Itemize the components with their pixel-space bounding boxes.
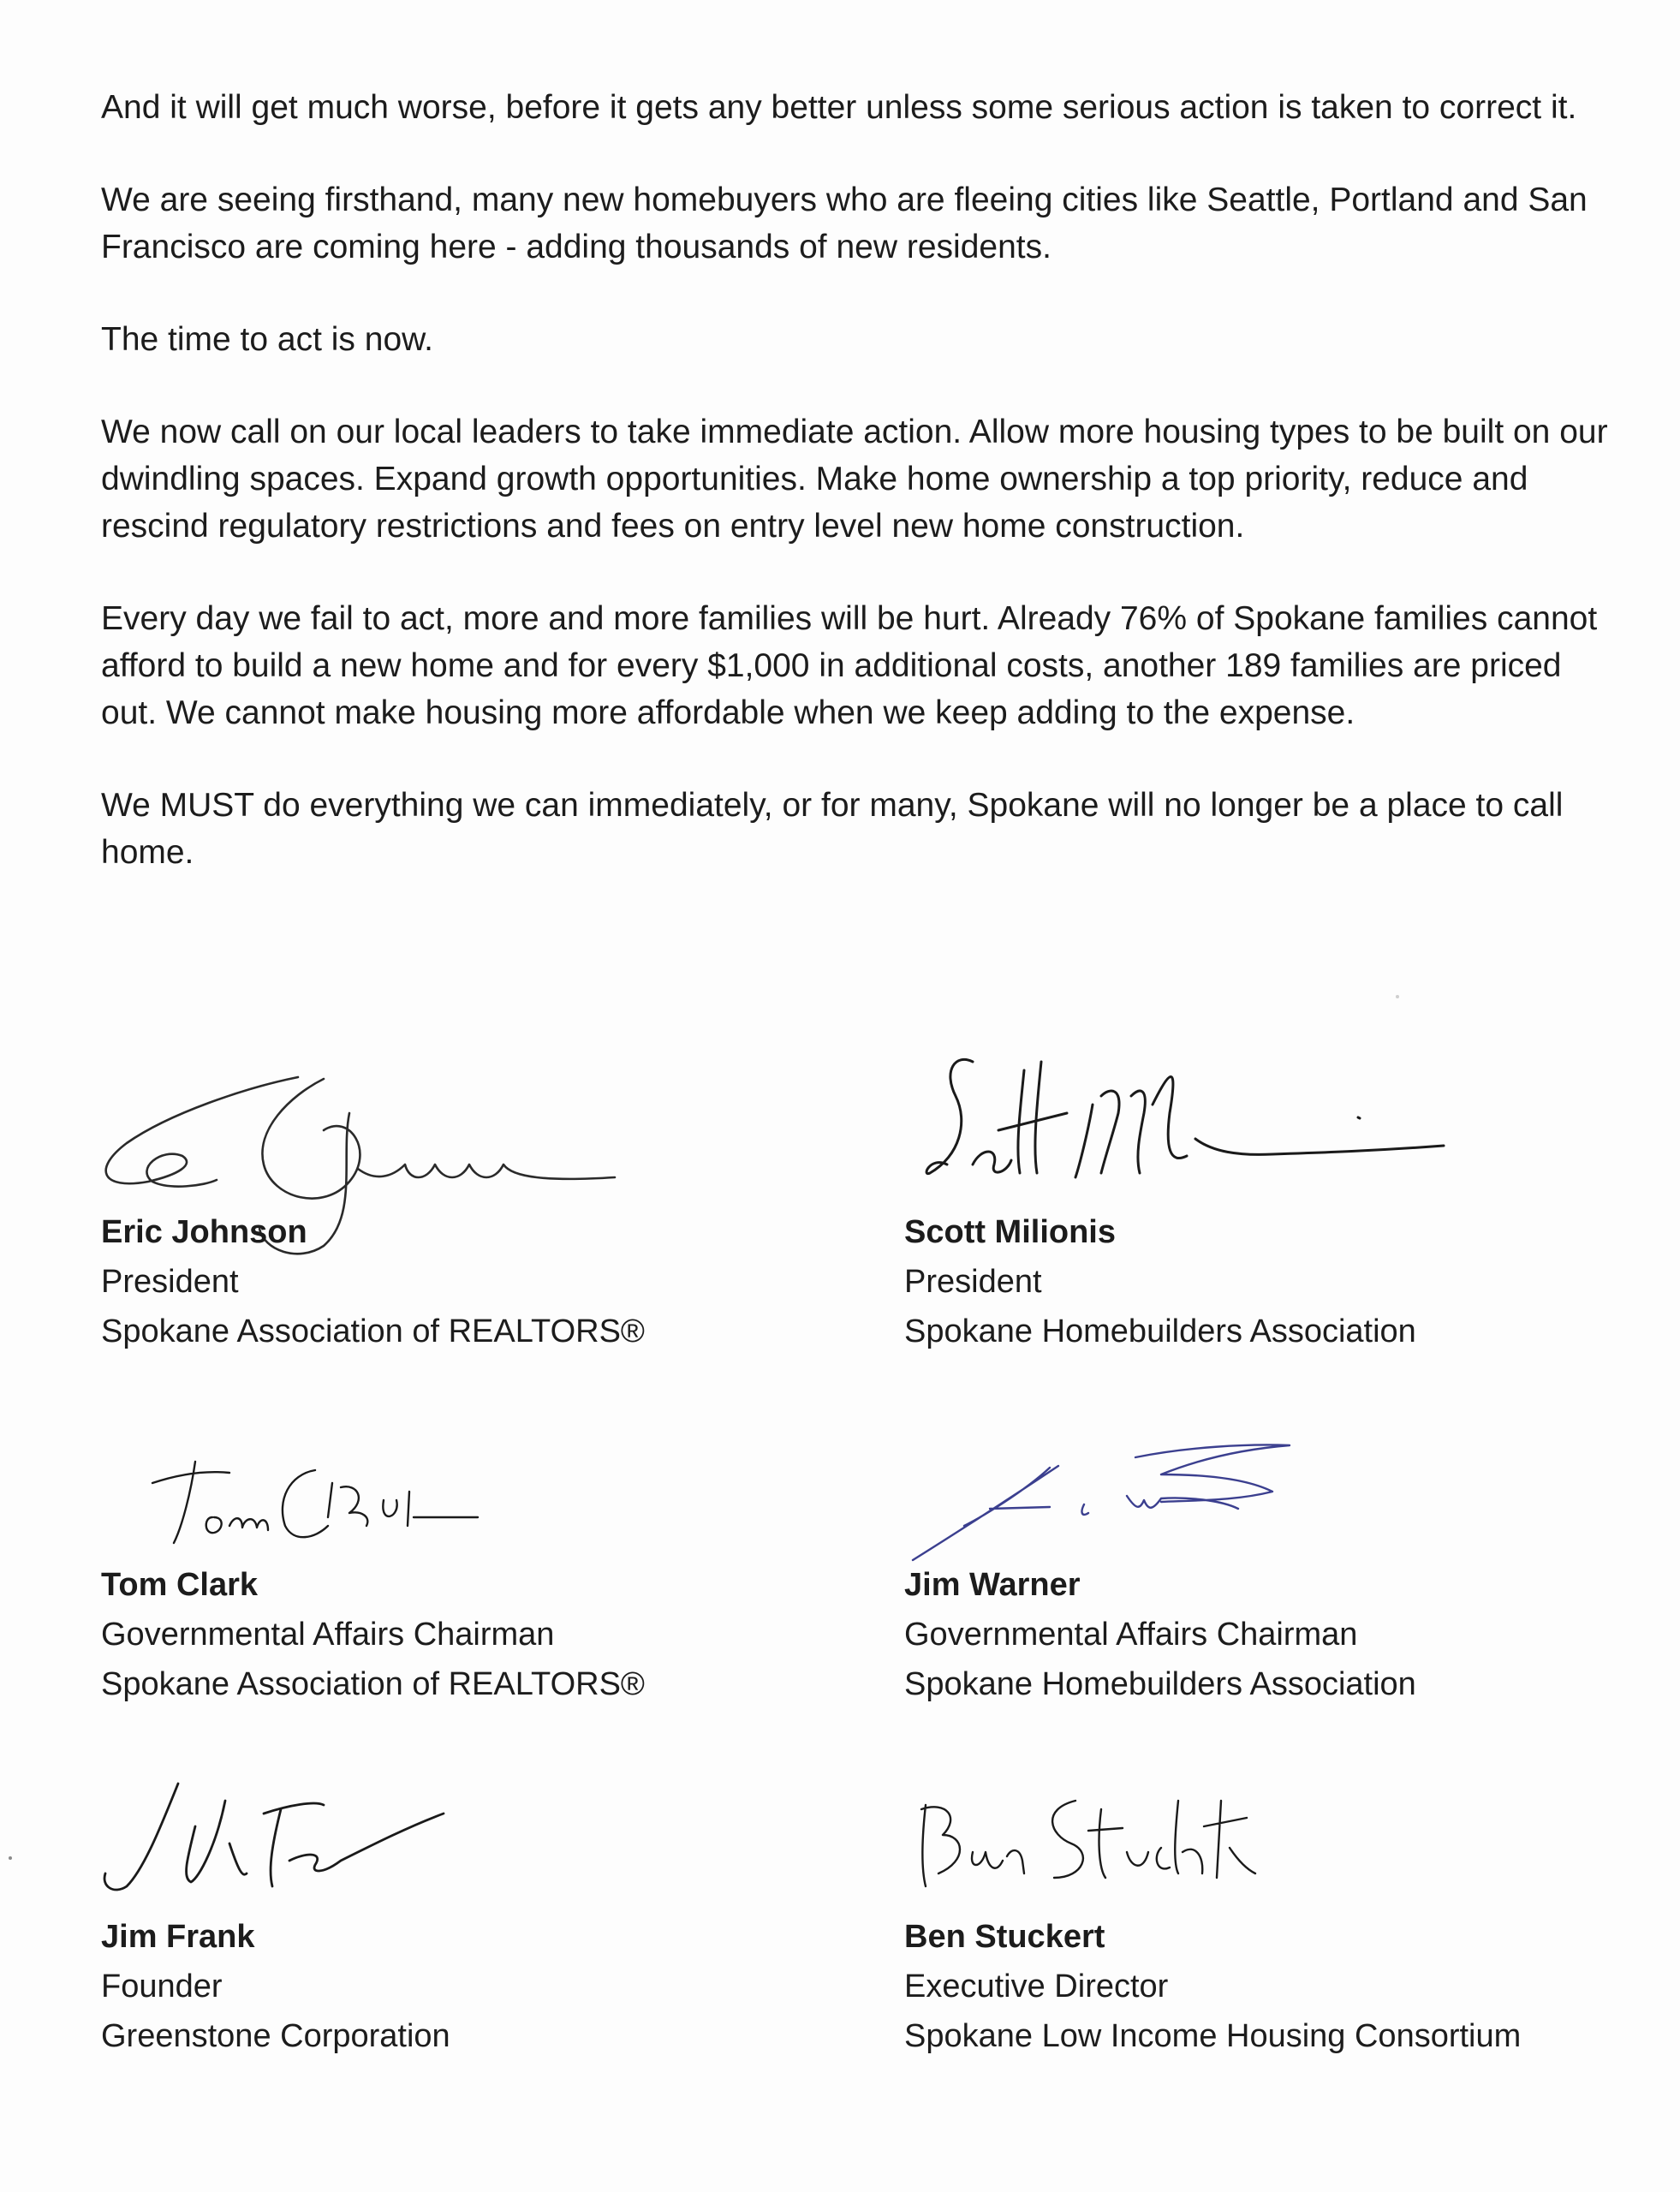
signature-stroke [926, 1059, 1444, 1177]
signature-block-scott-milionis [904, 1207, 1606, 1356]
signature-block-ben-stuckert [904, 1912, 1606, 2061]
paragraph: We are seeing firsthand, many new homebuyers who are fleeing cities like Seattle, Portland and San Francisco are coming here - adding thousands of new residents. [101, 182, 1588, 265]
signatory-title: Founder [101, 1969, 223, 2004]
paragraph: Every day we fail to act, more and more families will be hurt. Already 76% of Spokane families cannot afford to build a new home and for every $1,000 in additional costs, another 189 families are priced out. We cannot make housing more affordable when we keep adding to the expense. [101, 600, 1598, 731]
signature-block-jim-warner [904, 1560, 1606, 1709]
signatory-organization: Spokane Association of REALTORS® [101, 1313, 645, 1349]
signatory-title: Executive Director [904, 1969, 1169, 2004]
signatory-name: Ben Stuckert [904, 1919, 1105, 1955]
signatory-organization: Spokane Homebuilders Association [904, 1313, 1416, 1349]
signatory-name: Tom Clark [101, 1567, 259, 1603]
signatory-name: Jim Warner [904, 1567, 1081, 1603]
signatory-title: Governmental Affairs Chairman [101, 1617, 555, 1653]
signatory-title: President [101, 1264, 239, 1300]
signatory-title: Governmental Affairs Chairman [904, 1617, 1358, 1653]
signatory-name: Jim Frank [101, 1919, 255, 1955]
signatory-organization: Spokane Homebuilders Association [904, 1666, 1416, 1702]
paragraph: The time to act is now. [101, 321, 434, 358]
scan-speck [1396, 995, 1399, 998]
signature-block-jim-frank [101, 1912, 803, 2061]
paragraph: And it will get much worse, before it gets any better unless some serious action is taken to correct it. [101, 89, 1577, 126]
signatory-name: Scott Milionis [904, 1214, 1116, 1250]
signature-stroke [104, 1784, 444, 1890]
signatory-organization: Spokane Association of REALTORS® [101, 1666, 645, 1702]
handwritten-signature [896, 1036, 1512, 1224]
signature-stroke [921, 1801, 1255, 1886]
signatory-name: Eric Johnson [101, 1214, 307, 1250]
scan-speck [9, 1856, 12, 1860]
signatory-organization: Greenstone Corporation [101, 2018, 450, 2054]
signature-stroke [152, 1462, 478, 1543]
signature-block-eric-johnson [101, 1207, 803, 1356]
signatory-title: President [904, 1264, 1042, 1300]
signatory-organization: Spokane Low Income Housing Consortium [904, 2018, 1522, 2054]
paragraph: We now call on our local leaders to take immediate action. Allow more housing types to be built on our dwindling spaces. Expand growth opportunities. Make home ownership a top priority, reduce and rescind regulatory restrictions and fees on entry level new home construction. [101, 414, 1608, 545]
paragraph: We MUST do everything we can immediately, or for many, Spokane will no longer be a place to call home. [101, 787, 1564, 871]
signature-stroke [913, 1445, 1290, 1560]
signature-block-tom-clark [101, 1560, 803, 1709]
letter-body [101, 84, 1608, 921]
